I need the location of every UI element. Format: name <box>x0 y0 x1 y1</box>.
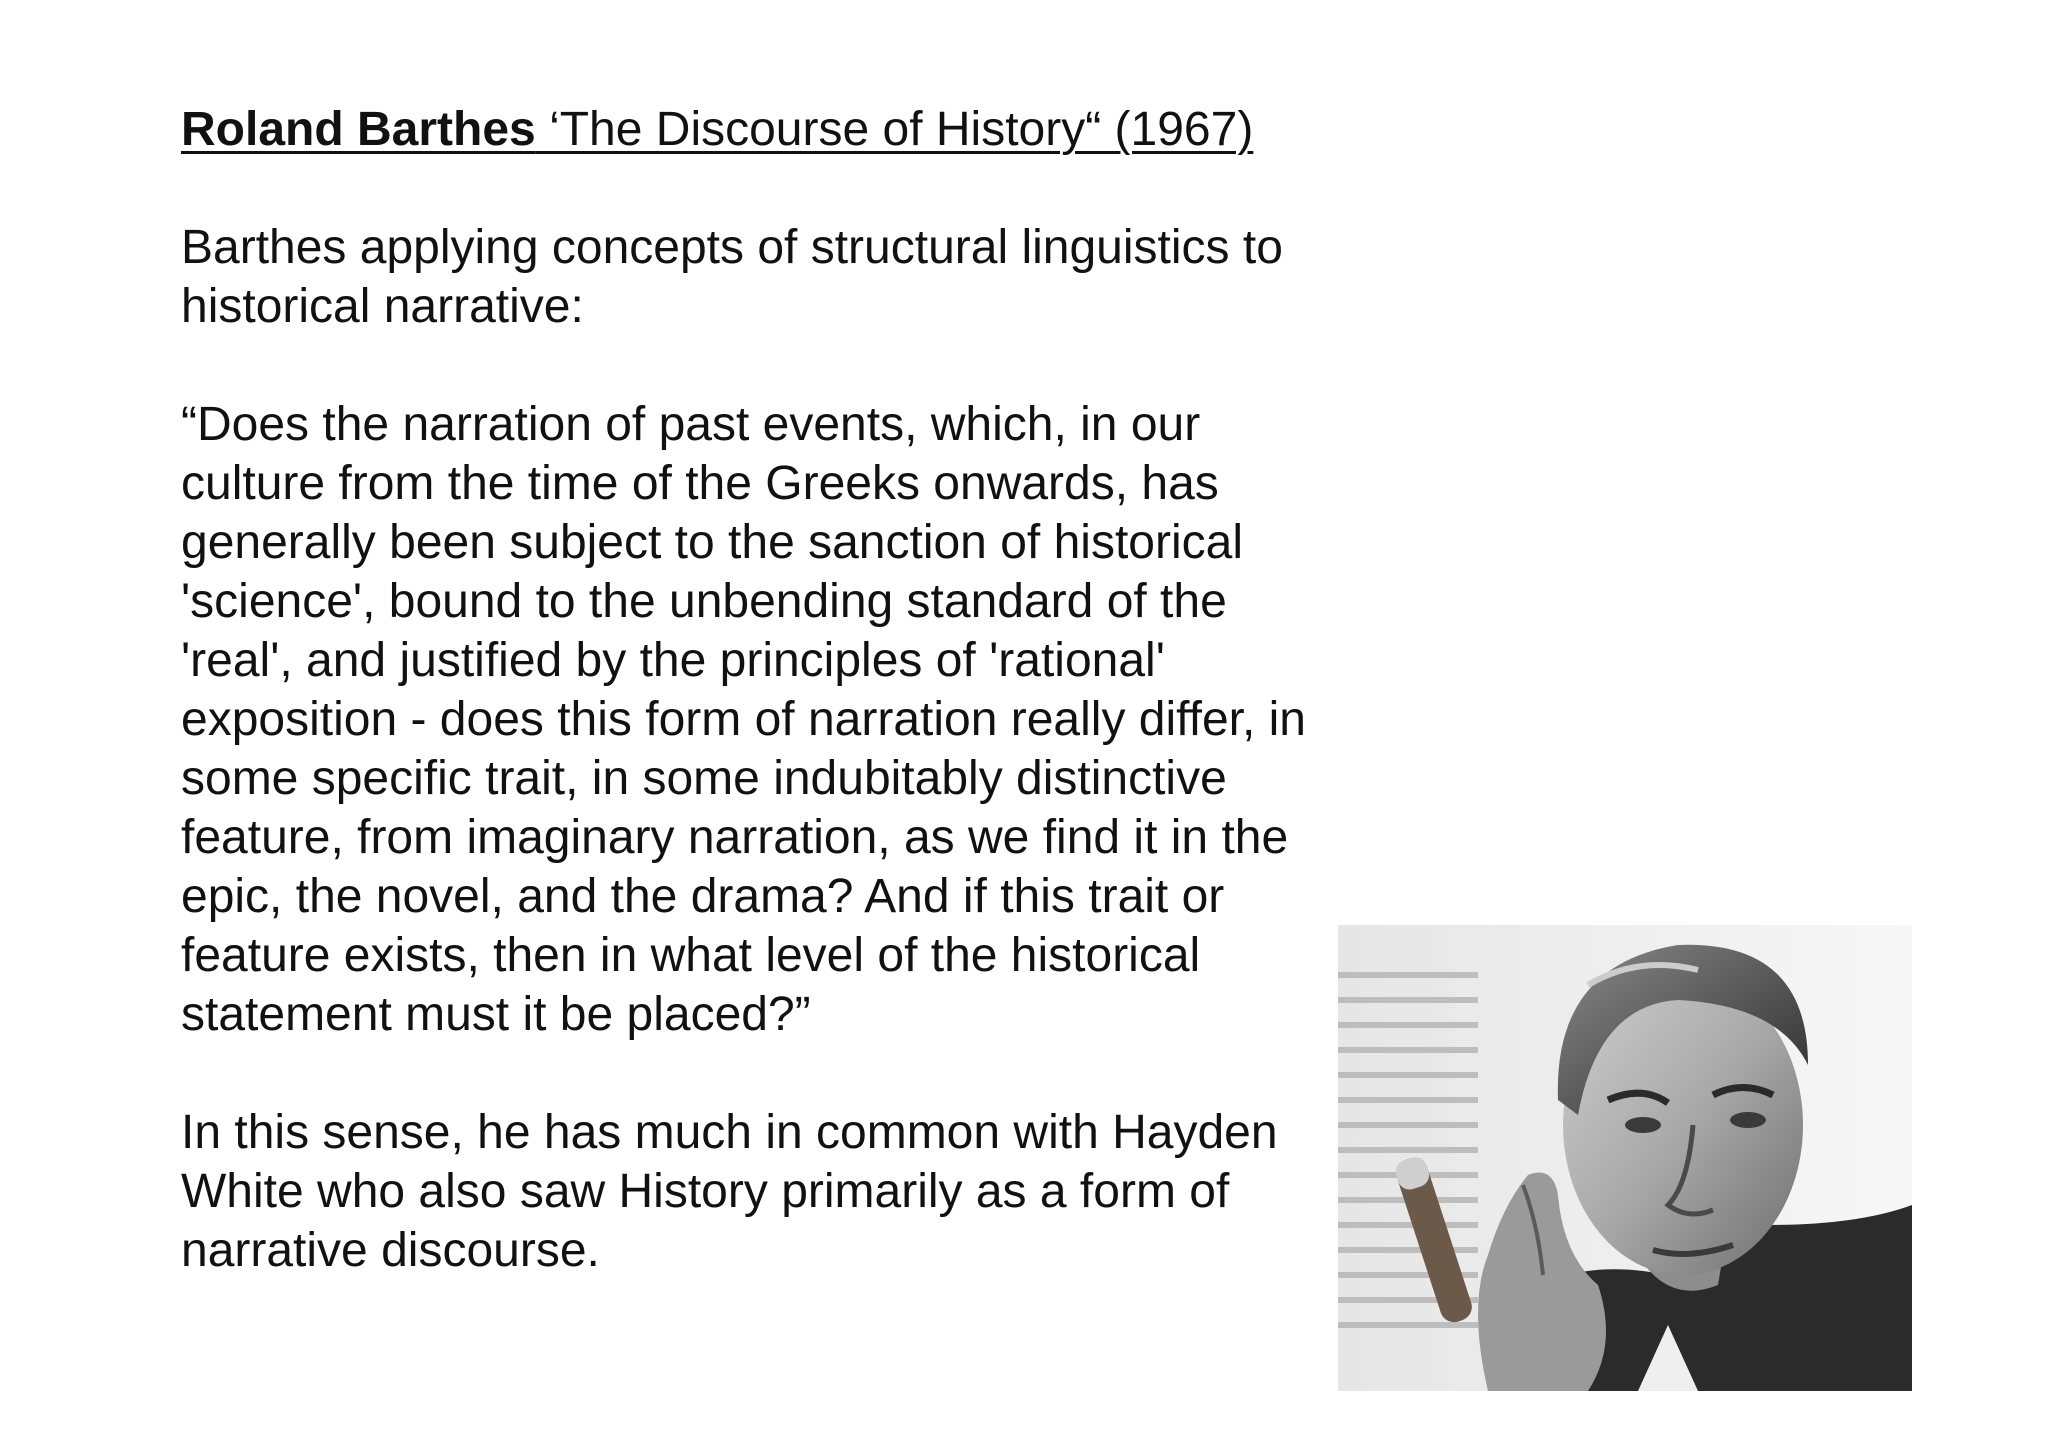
portrait-illustration <box>1338 925 1912 1391</box>
title-work: ‘The Discourse of History“ (1967) <box>535 103 1254 156</box>
quote-line: “Does the narration of past events, which, in our <box>181 398 1201 451</box>
conclusion-line: In this sense, he has much in common with Hayden <box>181 1106 1278 1159</box>
quote-line: epic, the novel, and the drama? And if this trait or <box>181 870 1225 923</box>
quote-line: some specific trait, in some indubitably distinctive <box>181 752 1227 805</box>
quote-line: statement must it be placed?” <box>181 988 811 1041</box>
conclusion-paragraph <box>181 1103 1351 1280</box>
quote-line: feature exists, then in what level of the historical <box>181 929 1201 982</box>
title-author: Roland Barthes <box>181 103 536 156</box>
slide-text <box>181 100 1351 1280</box>
intro-line: Barthes applying concepts of structural linguistics to <box>181 221 1283 274</box>
intro-paragraph <box>181 218 1351 336</box>
slide-title <box>181 100 1351 159</box>
portrait-photo <box>1338 925 1912 1391</box>
quote-line: 'science', bound to the unbending standard of the <box>181 575 1227 628</box>
quote-line: generally been subject to the sanction of historical <box>181 516 1243 569</box>
quote-line: 'real', and justified by the principles of 'rational' <box>181 634 1165 687</box>
quote-line: feature, from imaginary narration, as we find it in the <box>181 811 1289 864</box>
quote-paragraph <box>181 395 1351 1044</box>
quote-line: exposition - does this form of narration really differ, in <box>181 693 1306 746</box>
conclusion-line: White who also saw History primarily as a form of <box>181 1165 1230 1218</box>
conclusion-line: narrative discourse. <box>181 1224 600 1277</box>
quote-line: culture from the time of the Greeks onwards, has <box>181 457 1219 510</box>
intro-line: historical narrative: <box>181 280 584 333</box>
